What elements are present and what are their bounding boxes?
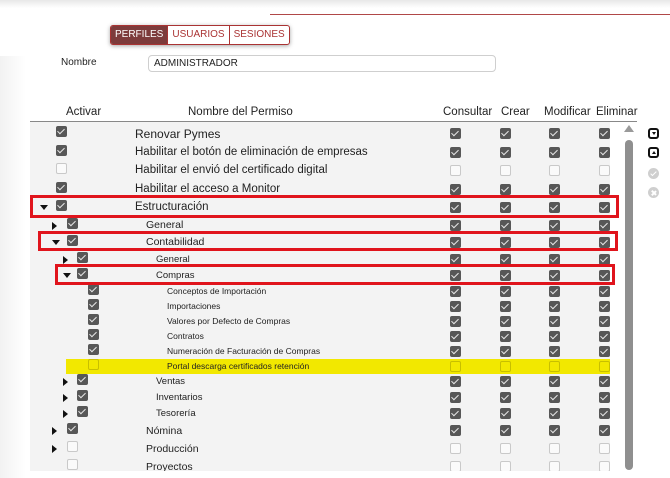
move-up-icon[interactable]	[648, 147, 659, 158]
modificar-checkbox[interactable]	[549, 376, 560, 387]
eliminar-checkbox[interactable]	[599, 165, 610, 176]
permission-name: Tesorería	[156, 408, 196, 420]
modificar-checkbox[interactable]	[549, 165, 560, 176]
consultar-checkbox[interactable]	[450, 461, 461, 471]
permission-name: Renovar Pymes	[135, 126, 221, 141]
consultar-checkbox[interactable]	[450, 128, 461, 139]
consultar-checkbox[interactable]	[450, 237, 461, 248]
tab-sesiones[interactable]: SESIONES	[233, 29, 285, 40]
activar-checkbox[interactable]	[67, 235, 78, 246]
collapse-arrow-icon[interactable]	[40, 205, 48, 210]
header-consultar: Consultar	[443, 106, 493, 118]
eliminar-checkbox[interactable]	[599, 461, 610, 471]
eliminar-checkbox[interactable]	[599, 408, 610, 419]
table-row	[30, 251, 610, 268]
table-row	[30, 284, 610, 299]
crear-checkbox[interactable]	[500, 376, 511, 387]
modificar-checkbox[interactable]	[549, 443, 560, 454]
crear-checkbox[interactable]	[500, 165, 511, 176]
crear-checkbox[interactable]	[500, 286, 511, 297]
crear-checkbox[interactable]	[500, 316, 511, 327]
nombre-input[interactable]	[148, 55, 496, 72]
header-eliminar: Eliminar	[596, 106, 638, 118]
consultar-checkbox[interactable]	[450, 254, 461, 265]
consultar-checkbox[interactable]	[450, 376, 461, 387]
consultar-checkbox[interactable]	[450, 361, 461, 372]
activar-checkbox[interactable]	[88, 359, 99, 370]
modificar-checkbox[interactable]	[549, 128, 560, 139]
crear-checkbox[interactable]	[500, 408, 511, 419]
tab-bar	[110, 25, 290, 45]
eliminar-checkbox[interactable]	[599, 443, 610, 454]
modificar-checkbox[interactable]	[549, 254, 560, 265]
table-row	[30, 234, 610, 251]
eliminar-checkbox[interactable]	[599, 286, 610, 297]
consultar-checkbox[interactable]	[450, 346, 461, 357]
scrollbar-thumb[interactable]	[625, 140, 633, 470]
permission-name: General	[156, 253, 190, 265]
consultar-checkbox[interactable]	[450, 408, 461, 419]
activar-checkbox[interactable]	[67, 423, 78, 434]
activar-checkbox[interactable]	[77, 406, 88, 417]
modificar-checkbox[interactable]	[549, 408, 560, 419]
crear-checkbox[interactable]	[500, 254, 511, 265]
activar-checkbox[interactable]	[88, 344, 99, 355]
header-crear: Crear	[501, 106, 530, 118]
table-row	[30, 374, 610, 390]
eliminar-checkbox[interactable]	[599, 220, 610, 231]
modificar-checkbox[interactable]	[549, 301, 560, 312]
crear-checkbox[interactable]	[500, 331, 511, 342]
modificar-checkbox[interactable]	[549, 270, 560, 281]
crear-checkbox[interactable]	[500, 202, 511, 213]
crear-checkbox[interactable]	[500, 220, 511, 231]
activar-checkbox[interactable]	[77, 374, 88, 385]
permission-name: General	[146, 219, 184, 232]
nombre-label: Nombre	[61, 57, 97, 68]
table-row	[30, 314, 610, 329]
crear-checkbox[interactable]	[500, 361, 511, 372]
activar-checkbox[interactable]	[77, 390, 88, 401]
header-divider	[270, 14, 670, 15]
expand-arrow-icon[interactable]	[52, 222, 57, 230]
crear-checkbox[interactable]	[500, 301, 511, 312]
activar-checkbox[interactable]	[67, 441, 78, 452]
eliminar-checkbox[interactable]	[599, 392, 610, 403]
permission-name: Compras	[156, 270, 195, 282]
crear-checkbox[interactable]	[500, 392, 511, 403]
permission-name: Habilitar el envió del certificado digital	[135, 164, 328, 177]
table-row	[30, 344, 610, 359]
activar-checkbox[interactable]	[88, 284, 99, 295]
modificar-checkbox[interactable]	[549, 361, 560, 372]
consultar-checkbox[interactable]	[450, 270, 461, 281]
permission-name: Habilitar el botón de eliminación de empresas	[135, 145, 368, 158]
table-row	[30, 143, 610, 162]
table-row	[30, 440, 610, 458]
table-row	[30, 268, 610, 284]
crear-checkbox[interactable]	[500, 425, 511, 436]
modificar-checkbox[interactable]	[549, 461, 560, 471]
activar-checkbox[interactable]	[56, 182, 67, 193]
scroll-up-arrow-icon[interactable]	[624, 125, 634, 132]
table-row	[30, 125, 610, 143]
modificar-checkbox[interactable]	[549, 237, 560, 248]
crear-checkbox[interactable]	[500, 461, 511, 471]
permission-name: Numeración de Facturación de Compras	[167, 346, 321, 357]
modificar-checkbox[interactable]	[549, 346, 560, 357]
activar-checkbox[interactable]	[77, 252, 88, 263]
eliminar-checkbox[interactable]	[599, 316, 610, 327]
permission-name: Inventarios	[156, 392, 203, 404]
crear-checkbox[interactable]	[500, 147, 511, 158]
activar-checkbox[interactable]	[67, 459, 78, 470]
eliminar-checkbox[interactable]	[599, 331, 610, 342]
eliminar-checkbox[interactable]	[599, 147, 610, 158]
consultar-checkbox[interactable]	[450, 301, 461, 312]
table-row	[30, 329, 610, 344]
eliminar-checkbox[interactable]	[599, 376, 610, 387]
eliminar-checkbox[interactable]	[599, 361, 610, 372]
activar-checkbox[interactable]	[56, 126, 67, 137]
consultar-checkbox[interactable]	[450, 316, 461, 327]
header-modificar: Modificar	[544, 106, 591, 118]
eliminar-checkbox[interactable]	[599, 425, 610, 436]
permission-name: Producción	[146, 442, 199, 455]
table-row	[66, 359, 610, 374]
top-bar	[0, 0, 670, 8]
consultar-checkbox[interactable]	[450, 220, 461, 231]
table-row	[30, 406, 610, 422]
activar-checkbox[interactable]	[88, 329, 99, 340]
modificar-checkbox[interactable]	[549, 392, 560, 403]
permission-name: Habilitar el acceso a Monitor	[135, 182, 281, 195]
consultar-checkbox[interactable]	[450, 443, 461, 454]
eliminar-checkbox[interactable]	[599, 254, 610, 265]
consultar-checkbox[interactable]	[450, 184, 461, 195]
expand-arrow-icon[interactable]	[63, 256, 68, 264]
eliminar-checkbox[interactable]	[599, 270, 610, 281]
table-row	[30, 217, 610, 234]
move-down-icon[interactable]	[648, 128, 659, 139]
check-circle-icon[interactable]	[648, 168, 659, 179]
consultar-checkbox[interactable]	[450, 392, 461, 403]
expand-arrow-icon[interactable]	[63, 394, 68, 402]
table-row	[30, 180, 610, 199]
expand-arrow-icon[interactable]	[63, 410, 68, 418]
eliminar-checkbox[interactable]	[599, 346, 610, 357]
permission-name: Ventas	[156, 376, 186, 388]
modificar-checkbox[interactable]	[549, 316, 560, 327]
eliminar-checkbox[interactable]	[599, 237, 610, 248]
activar-checkbox[interactable]	[56, 200, 67, 211]
collapse-arrow-icon[interactable]	[63, 273, 71, 278]
modificar-checkbox[interactable]	[549, 286, 560, 297]
close-circle-icon[interactable]	[648, 187, 659, 198]
activar-checkbox[interactable]	[88, 299, 99, 310]
table-row	[30, 458, 610, 471]
consultar-checkbox[interactable]	[450, 331, 461, 342]
consultar-checkbox[interactable]	[450, 425, 461, 436]
modificar-checkbox[interactable]	[549, 202, 560, 213]
expand-arrow-icon[interactable]	[52, 445, 57, 453]
eliminar-checkbox[interactable]	[599, 301, 610, 312]
permission-name: Conceptos de Importación	[167, 286, 267, 297]
permission-name: Nómina	[146, 424, 183, 437]
permission-name: Portal descarga certificados retención	[167, 361, 310, 372]
activar-checkbox[interactable]	[56, 145, 67, 156]
eliminar-checkbox[interactable]	[599, 184, 610, 195]
table-row	[30, 390, 610, 406]
modificar-checkbox[interactable]	[549, 220, 560, 231]
modificar-checkbox[interactable]	[549, 425, 560, 436]
permission-name: Estructuración	[135, 201, 209, 214]
consultar-checkbox[interactable]	[450, 165, 461, 176]
permission-name: Contratos	[167, 331, 204, 342]
modificar-checkbox[interactable]	[549, 184, 560, 195]
header-activar: Activar	[66, 106, 102, 118]
expand-arrow-icon[interactable]	[63, 378, 68, 386]
crear-checkbox[interactable]	[500, 443, 511, 454]
consultar-checkbox[interactable]	[450, 286, 461, 297]
crear-checkbox[interactable]	[500, 184, 511, 195]
modificar-checkbox[interactable]	[549, 147, 560, 158]
expand-arrow-icon[interactable]	[52, 427, 57, 435]
activar-checkbox[interactable]	[77, 268, 88, 279]
permission-name: Importaciones	[167, 301, 221, 312]
table-row	[30, 422, 610, 440]
table-row	[30, 299, 610, 314]
table-header	[30, 106, 637, 120]
permission-name: Contabilidad	[146, 236, 205, 249]
permission-name: Valores por Defecto de Compras	[167, 316, 291, 327]
tab-perfiles[interactable]: PERFILES	[111, 26, 168, 44]
crear-checkbox[interactable]	[500, 128, 511, 139]
consultar-checkbox[interactable]	[450, 202, 461, 213]
tab-usuarios[interactable]: USUARIOS	[168, 26, 229, 44]
eliminar-checkbox[interactable]	[599, 128, 610, 139]
left-panel-shadow	[0, 56, 26, 478]
eliminar-checkbox[interactable]	[599, 202, 610, 213]
permission-name: Proyectos	[146, 460, 193, 471]
consultar-checkbox[interactable]	[450, 147, 461, 158]
collapse-arrow-icon[interactable]	[52, 240, 60, 245]
modificar-checkbox[interactable]	[549, 331, 560, 342]
crear-checkbox[interactable]	[500, 270, 511, 281]
crear-checkbox[interactable]	[500, 346, 511, 357]
activar-checkbox[interactable]	[67, 218, 78, 229]
table-row	[30, 162, 610, 180]
activar-checkbox[interactable]	[56, 163, 67, 174]
header-nombre: Nombre del Permiso	[188, 106, 293, 118]
activar-checkbox[interactable]	[88, 314, 99, 325]
table-row	[30, 199, 610, 217]
crear-checkbox[interactable]	[500, 237, 511, 248]
permissions-table-body	[30, 122, 610, 471]
